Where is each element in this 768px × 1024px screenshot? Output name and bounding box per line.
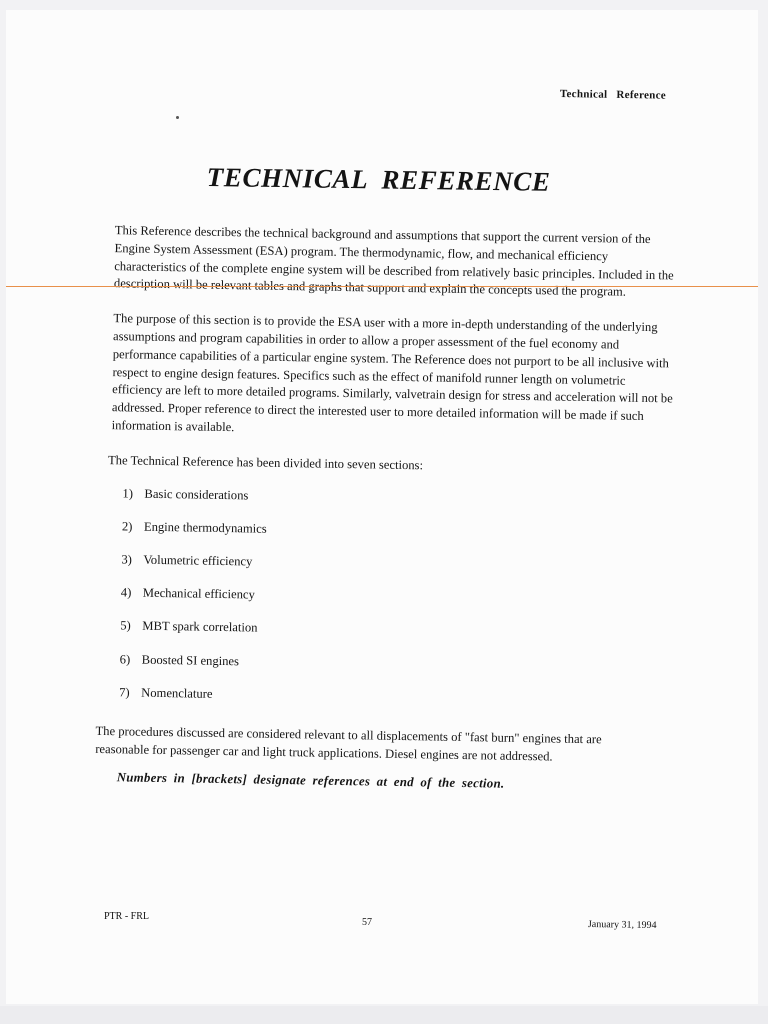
scan-bottom-edge bbox=[0, 1006, 768, 1024]
list-item-label: Engine thermodynamics bbox=[143, 519, 267, 536]
list-item-number: 1) bbox=[122, 485, 134, 501]
list-item-number: 3) bbox=[121, 552, 133, 567]
list-item-number: 5) bbox=[120, 618, 131, 633]
document-body bbox=[95, 222, 680, 795]
list-item-label: Boosted SI engines bbox=[141, 652, 240, 668]
list-item-label: Volumetric efficiency bbox=[143, 552, 253, 569]
scan-speck bbox=[176, 116, 179, 119]
list-item-number: 2) bbox=[121, 519, 133, 534]
list-item-number: 4) bbox=[120, 585, 132, 600]
intro-paragraph: This Reference describes the technical background and assumptions that support the current version of the Engine System Assessment (ESA) program. The thermodynamic, flow, and mechanical efficiency characteristics of the complete engine system will be described from relatively basic principles. Included in the description will be relevant tables and graphs that support and explain the concepts used the program. bbox=[113, 223, 674, 300]
list-item-label: Mechanical efficiency bbox=[142, 585, 255, 602]
references-note: Numbers in [brackets] designate references at end of the section. bbox=[116, 770, 505, 792]
annotation-line bbox=[6, 286, 758, 287]
page-number: 57 bbox=[362, 917, 372, 928]
list-item-number: 7) bbox=[119, 685, 130, 700]
footer-organization: PTR - FRL bbox=[104, 911, 150, 922]
purpose-paragraph: The purpose of this section is to provide the ESA user with a more in-depth understanding of the underlying assumptions and program capabilities in order to allow a proper assessment of the fuel economy and performance capabilities of a particular engine system. The Reference does not purport to be all inclusive with respect to engine design features. Specifics such as the effect of manifold runner length on volumetric efficiency are left to more detailed programs. Similarly, valvetrain design for stress and acceleration will not be addressed. Proper reference to direct the interested user to more detailed information will be made if such information is available. bbox=[111, 311, 673, 435]
running-header: Technical Reference bbox=[559, 88, 667, 102]
page-title: TECHNICAL REFERENCE bbox=[206, 162, 551, 197]
sections-list bbox=[96, 485, 676, 727]
sections-intro: The Technical Reference has been divided into seven sections: bbox=[107, 452, 424, 473]
list-item-label: Basic considerations bbox=[144, 486, 249, 502]
footer-date: January 31, 1994 bbox=[587, 919, 657, 932]
list-item-number: 6) bbox=[119, 651, 131, 666]
list-item-label: Nomenclature bbox=[141, 685, 213, 701]
procedures-paragraph: The procedures discussed are considered relevant to all displacements of "fast burn" engines that are reasonable for passenger car and light truck applications. Diesel engines are not addressed. bbox=[95, 723, 602, 764]
list-item-label: MBT spark correlation bbox=[142, 619, 258, 635]
